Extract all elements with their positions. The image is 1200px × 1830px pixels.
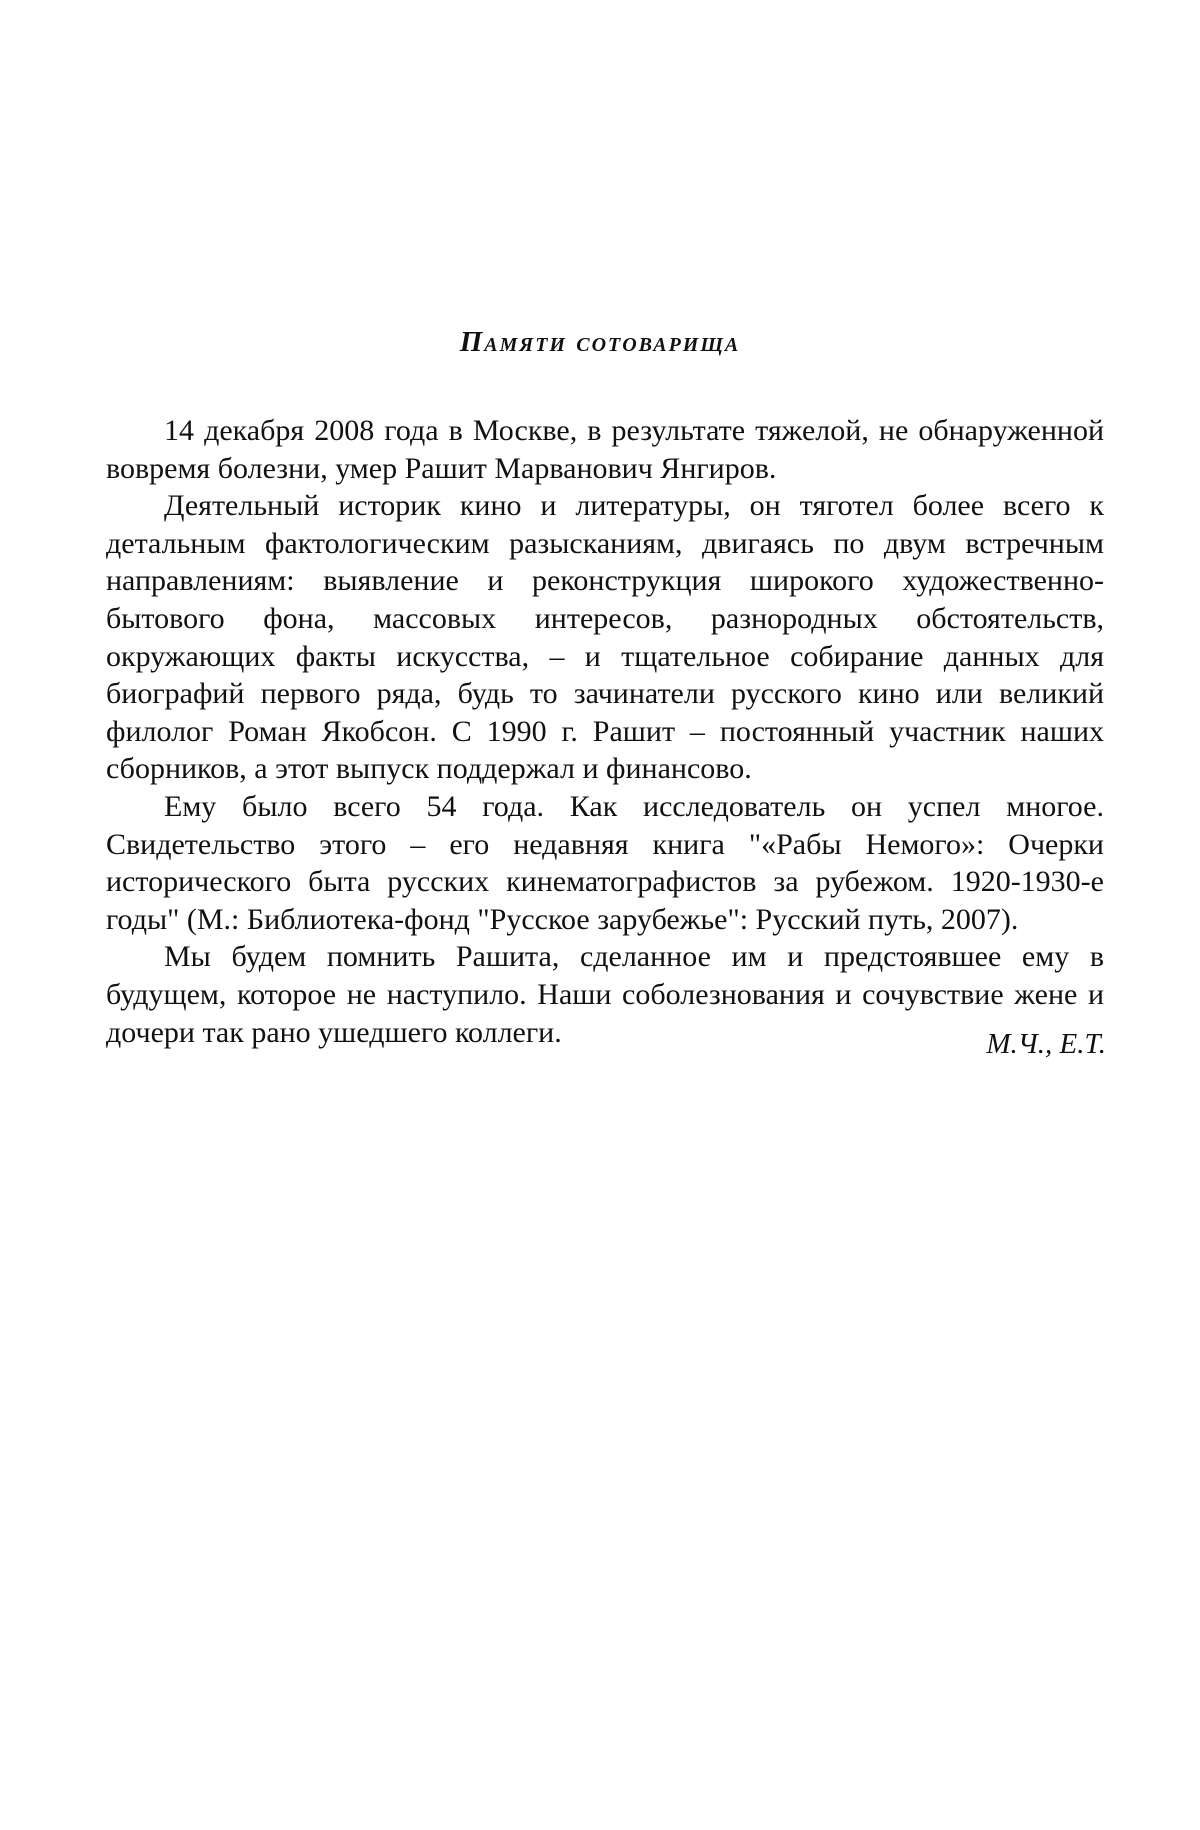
obituary-text — [106, 412, 1104, 1051]
page-title: Памяти сотоварища — [459, 326, 741, 358]
paragraph: Ему было всего 54 года. Как исследователь он успел многое. Свидетельство этого – его недавняя книга "«Рабы Немого»: Очерки исторического быта русских кинематографистов за рубежом. 1920-1930-е годы" (М.: Библиотека-фонд "Русское зарубежье": Русский путь, 2007). — [106, 789, 1104, 936]
paragraph: Мы будем помнить Рашита, сделанное им и предстоявшее ему в будущем, которое не наступило. Наши соболезнования и сочувствие жене и дочери так рано ушедшего коллеги. — [106, 940, 1104, 1049]
paragraph: 14 декабря 2008 года в Москве, в результате тяжелой, не обнаруженной вовремя болезни, умер Рашит Марванович Янгиров. — [106, 414, 1104, 485]
paragraph: Деятельный историк кино и литературы, он тяготел более всего к детальным фактологическим разысканиям, двигаясь по двум встречным направлениям: выявление и реконструкция широкого художественно-бытового фона, массовых интересов, разнородных обстоятельств, окружающих факты искусства, – и тщательное собирание данных для биографий первого ряда, будь то зачинатели русского кино или великий филолог Роман Якобсон. С 1990 г. Рашит – постоянный участник наших сборников, а этот выпуск поддержал и финансово. — [106, 489, 1104, 786]
author-signature: М.Ч., Е.Т. — [986, 1028, 1106, 1060]
